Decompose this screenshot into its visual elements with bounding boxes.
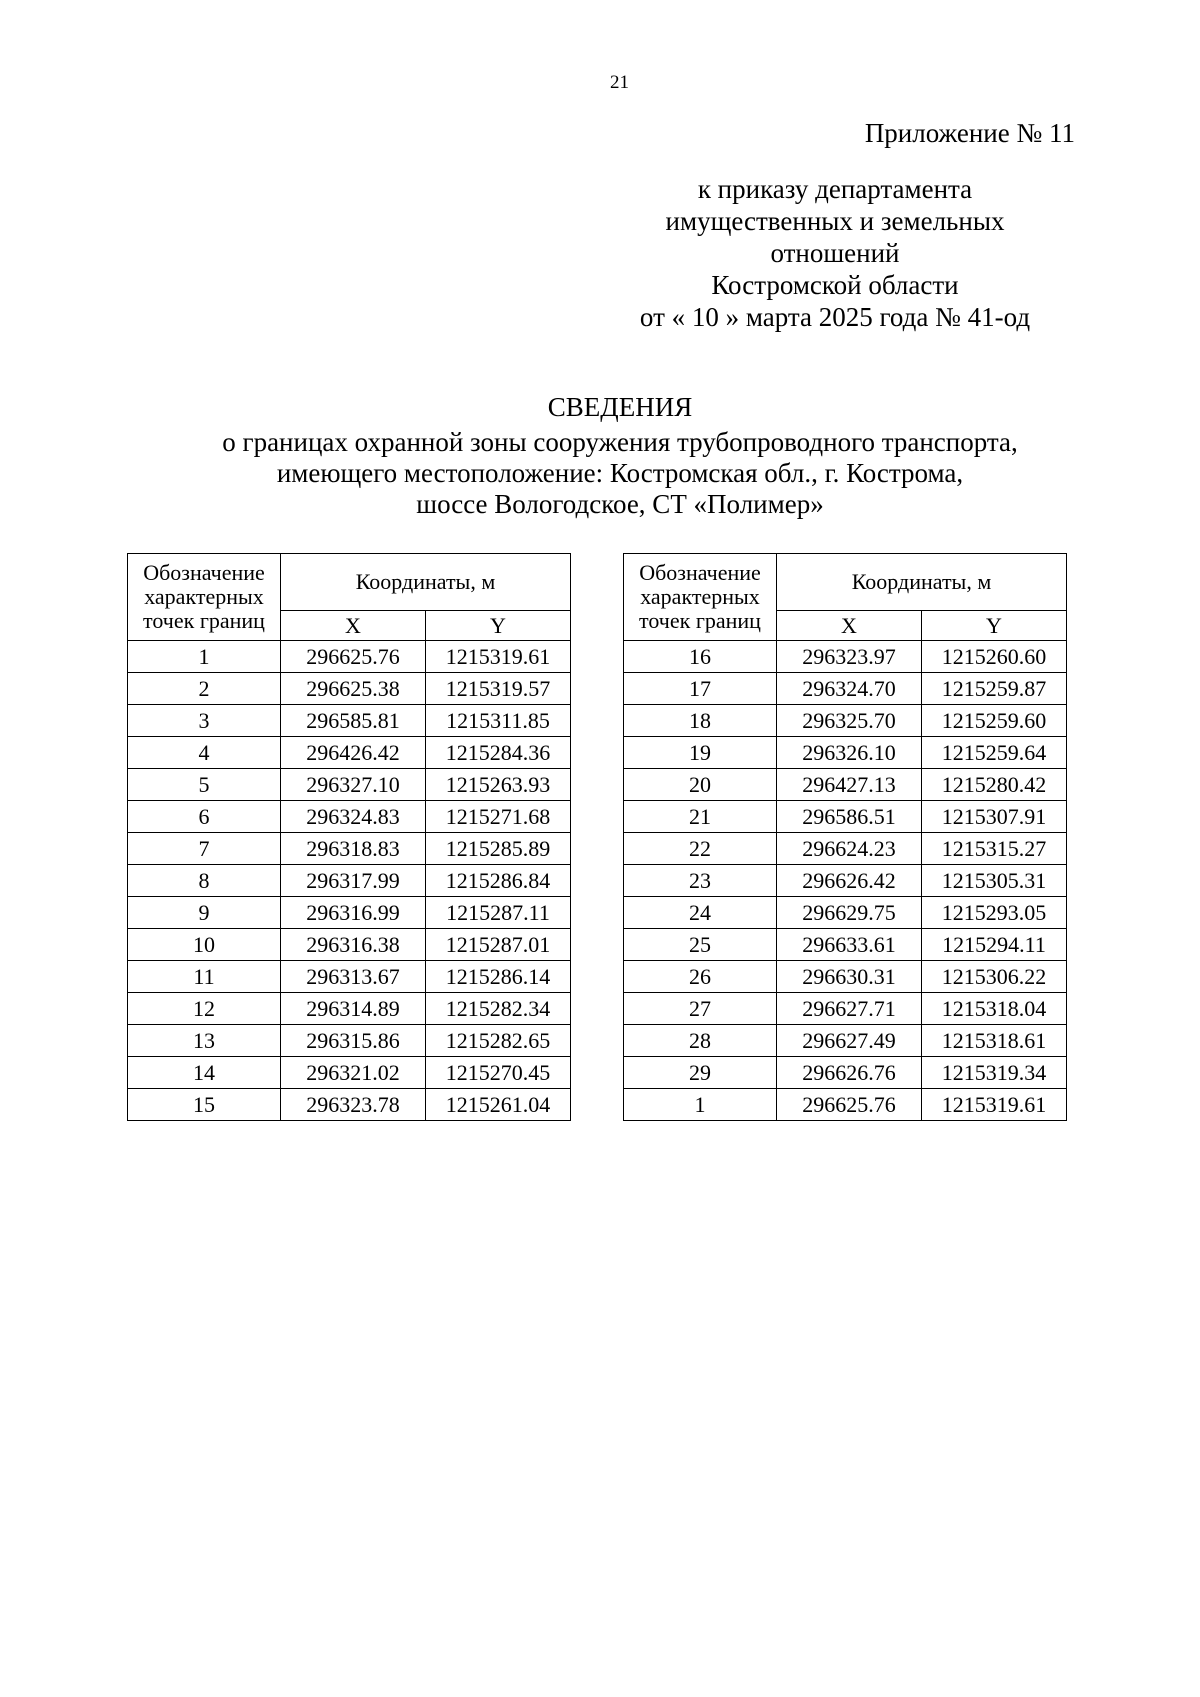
appendix-label: Приложение № 11 xyxy=(864,118,1075,148)
x-cell: 296321.02 xyxy=(281,1057,426,1089)
x-cell: 296626.76 xyxy=(777,1057,922,1089)
table-row xyxy=(128,833,571,865)
header-x: X xyxy=(777,611,922,641)
point-cell: 18 xyxy=(624,705,777,737)
point-cell: 22 xyxy=(624,833,777,865)
x-cell: 296326.10 xyxy=(777,737,922,769)
y-cell: 1215319.57 xyxy=(426,673,571,705)
point-cell: 7 xyxy=(128,833,281,865)
document-title xyxy=(140,390,1100,520)
table-body xyxy=(128,641,571,1121)
y-cell: 1215259.64 xyxy=(922,737,1067,769)
table-row xyxy=(624,929,1067,961)
order-line: имущественных и земельных xyxy=(665,206,1005,236)
table-row xyxy=(624,641,1067,673)
point-cell: 11 xyxy=(128,961,281,993)
y-cell: 1215318.61 xyxy=(922,1025,1067,1057)
y-cell: 1215318.04 xyxy=(922,993,1067,1025)
x-cell: 296318.83 xyxy=(281,833,426,865)
x-cell: 296427.13 xyxy=(777,769,922,801)
point-cell: 2 xyxy=(128,673,281,705)
x-cell: 296630.31 xyxy=(777,961,922,993)
table-row xyxy=(624,865,1067,897)
point-cell: 20 xyxy=(624,769,777,801)
point-cell: 26 xyxy=(624,961,777,993)
table-row xyxy=(128,705,571,737)
title-heading: СВЕДЕНИЯ xyxy=(547,392,693,422)
point-cell: 13 xyxy=(128,1025,281,1057)
point-cell: 3 xyxy=(128,705,281,737)
point-cell: 27 xyxy=(624,993,777,1025)
x-cell: 296316.38 xyxy=(281,929,426,961)
table-row xyxy=(624,961,1067,993)
y-cell: 1215286.84 xyxy=(426,865,571,897)
point-cell: 29 xyxy=(624,1057,777,1089)
table-row xyxy=(128,929,571,961)
header-y: Y xyxy=(426,611,571,641)
table-row xyxy=(128,1057,571,1089)
table-row xyxy=(128,737,571,769)
coordinates-table-left xyxy=(127,553,571,1121)
table-row xyxy=(128,641,571,673)
x-cell: 296633.61 xyxy=(777,929,922,961)
order-line: к приказу департамента xyxy=(697,174,973,204)
x-cell: 296625.38 xyxy=(281,673,426,705)
table-row xyxy=(128,865,571,897)
table-row xyxy=(624,801,1067,833)
y-cell: 1215319.61 xyxy=(426,641,571,673)
point-cell: 25 xyxy=(624,929,777,961)
header-point-label: Обозначение характерных точек границ xyxy=(128,554,281,641)
x-cell: 296625.76 xyxy=(777,1089,922,1121)
header-point-label: Обозначение характерных точек границ xyxy=(624,554,777,641)
table-row xyxy=(624,833,1067,865)
point-cell: 12 xyxy=(128,993,281,1025)
x-cell: 296625.76 xyxy=(281,641,426,673)
y-cell: 1215286.14 xyxy=(426,961,571,993)
point-cell: 21 xyxy=(624,801,777,833)
x-cell: 296325.70 xyxy=(777,705,922,737)
order-reference xyxy=(590,173,1080,333)
point-cell: 6 xyxy=(128,801,281,833)
table-row xyxy=(128,801,571,833)
point-cell: 15 xyxy=(128,1089,281,1121)
table-row xyxy=(128,769,571,801)
x-cell: 296323.78 xyxy=(281,1089,426,1121)
y-cell: 1215287.01 xyxy=(426,929,571,961)
point-cell: 1 xyxy=(128,641,281,673)
y-cell: 1215307.91 xyxy=(922,801,1067,833)
y-cell: 1215260.60 xyxy=(922,641,1067,673)
point-cell: 5 xyxy=(128,769,281,801)
point-cell: 16 xyxy=(624,641,777,673)
x-cell: 296627.71 xyxy=(777,993,922,1025)
point-cell: 1 xyxy=(624,1089,777,1121)
x-cell: 296315.86 xyxy=(281,1025,426,1057)
y-cell: 1215319.61 xyxy=(922,1089,1067,1121)
table-row xyxy=(624,769,1067,801)
header-y: Y xyxy=(922,611,1067,641)
point-cell: 24 xyxy=(624,897,777,929)
coordinates-table-right xyxy=(623,553,1067,1121)
point-cell: 10 xyxy=(128,929,281,961)
title-line: имеющего местоположение: Костромская обл., г. Кострома, xyxy=(276,458,964,488)
x-cell: 296327.10 xyxy=(281,769,426,801)
table-row xyxy=(624,1025,1067,1057)
table-row xyxy=(128,961,571,993)
x-cell: 296426.42 xyxy=(281,737,426,769)
x-cell: 296585.81 xyxy=(281,705,426,737)
y-cell: 1215280.42 xyxy=(922,769,1067,801)
order-line: Костромской области xyxy=(711,270,959,300)
x-cell: 296314.89 xyxy=(281,993,426,1025)
table-row xyxy=(624,705,1067,737)
x-cell: 296316.99 xyxy=(281,897,426,929)
y-cell: 1215285.89 xyxy=(426,833,571,865)
point-cell: 23 xyxy=(624,865,777,897)
table-row xyxy=(624,993,1067,1025)
table-row xyxy=(128,897,571,929)
y-cell: 1215305.31 xyxy=(922,865,1067,897)
y-cell: 1215284.36 xyxy=(426,737,571,769)
table-row xyxy=(624,737,1067,769)
y-cell: 1215294.11 xyxy=(922,929,1067,961)
y-cell: 1215319.34 xyxy=(922,1057,1067,1089)
point-cell: 19 xyxy=(624,737,777,769)
table-row xyxy=(128,673,571,705)
point-cell: 14 xyxy=(128,1057,281,1089)
y-cell: 1215263.93 xyxy=(426,769,571,801)
title-line: шоссе Вологодское, СТ «Полимер» xyxy=(416,489,824,519)
y-cell: 1215282.65 xyxy=(426,1025,571,1057)
y-cell: 1215315.27 xyxy=(922,833,1067,865)
y-cell: 1215270.45 xyxy=(426,1057,571,1089)
header-x: X xyxy=(281,611,426,641)
y-cell: 1215287.11 xyxy=(426,897,571,929)
y-cell: 1215259.87 xyxy=(922,673,1067,705)
table-body xyxy=(624,641,1067,1121)
y-cell: 1215259.60 xyxy=(922,705,1067,737)
x-cell: 296317.99 xyxy=(281,865,426,897)
table-row xyxy=(624,897,1067,929)
y-cell: 1215306.22 xyxy=(922,961,1067,993)
point-cell: 8 xyxy=(128,865,281,897)
order-line: от « 10 » марта 2025 года № 41-од xyxy=(639,302,1031,332)
y-cell: 1215311.85 xyxy=(426,705,571,737)
point-cell: 9 xyxy=(128,897,281,929)
header-coords-label: Координаты, м xyxy=(777,554,1067,611)
table-row xyxy=(128,993,571,1025)
x-cell: 296313.67 xyxy=(281,961,426,993)
y-cell: 1215282.34 xyxy=(426,993,571,1025)
y-cell: 1215293.05 xyxy=(922,897,1067,929)
table-row xyxy=(128,1025,571,1057)
x-cell: 296586.51 xyxy=(777,801,922,833)
page-number: 21 xyxy=(610,72,629,93)
point-cell: 4 xyxy=(128,737,281,769)
x-cell: 296324.70 xyxy=(777,673,922,705)
title-line: о границах охранной зоны сооружения трубопроводного транспорта, xyxy=(222,427,1018,457)
point-cell: 17 xyxy=(624,673,777,705)
x-cell: 296324.83 xyxy=(281,801,426,833)
table-row xyxy=(624,673,1067,705)
x-cell: 296626.42 xyxy=(777,865,922,897)
x-cell: 296323.97 xyxy=(777,641,922,673)
order-line: отношений xyxy=(770,238,900,268)
table-row xyxy=(624,1057,1067,1089)
y-cell: 1215261.04 xyxy=(426,1089,571,1121)
x-cell: 296624.23 xyxy=(777,833,922,865)
table-row xyxy=(128,1089,571,1121)
header-coords-label: Координаты, м xyxy=(281,554,571,611)
x-cell: 296629.75 xyxy=(777,897,922,929)
point-cell: 28 xyxy=(624,1025,777,1057)
table-row xyxy=(624,1089,1067,1121)
y-cell: 1215271.68 xyxy=(426,801,571,833)
x-cell: 296627.49 xyxy=(777,1025,922,1057)
